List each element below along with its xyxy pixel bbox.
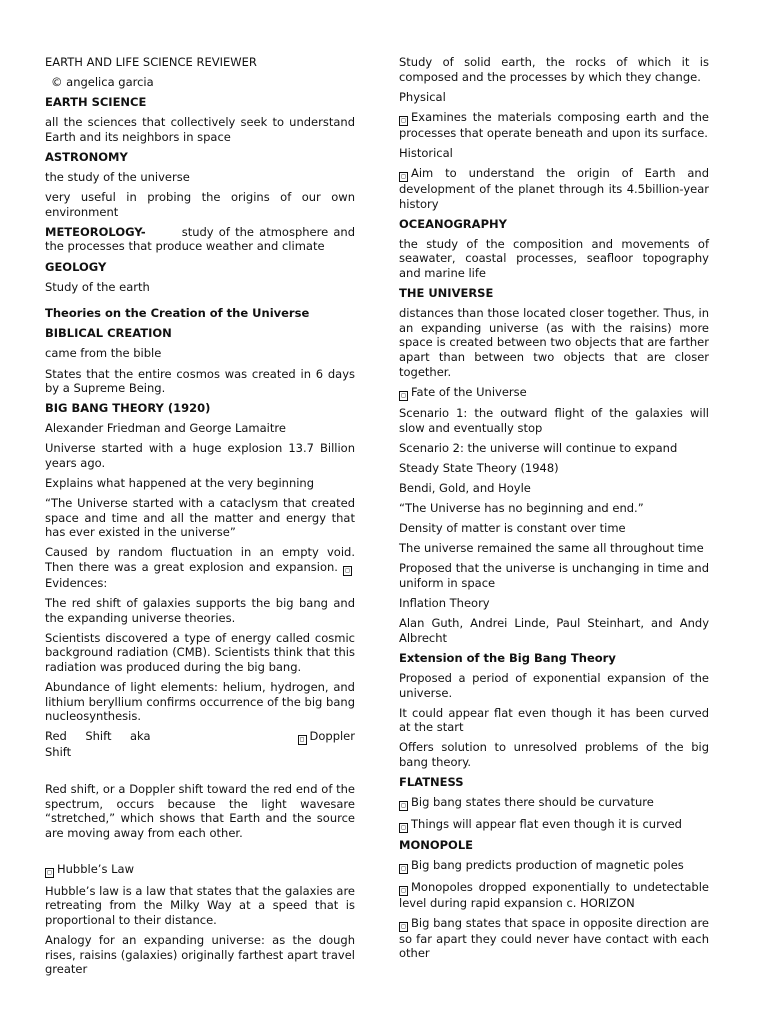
heading-big-bang: BIG BANG THEORY (1920) <box>45 401 211 416</box>
heading-biblical-creation: BIBLICAL CREATION <box>45 326 172 341</box>
heading-historical: Historical <box>399 145 453 160</box>
heading-theories: Theories on the Creation of the Universe <box>45 306 310 321</box>
red-shift-word-2: Shift <box>85 729 112 744</box>
big-bang-cause-text: Caused by random fluctuation in an empty void. Then there was a great explosion and expansion. <box>45 545 355 575</box>
checkbox-glyph-icon: ◻ <box>399 886 408 896</box>
checkbox-glyph-icon: ◻ <box>298 735 307 745</box>
monopole-2-text: Monopoles dropped exponentially to undetectable level during rapid expansion c. HORIZON <box>399 879 709 910</box>
monopole-1 <box>399 858 709 874</box>
red-shift-explanation: Red shift, or a Doppler shift toward the red end of the spectrum, occurs because the light wavesare “stretched,” which shows that Earth and the source are moving away from each other. <box>45 781 355 840</box>
checkbox-glyph-icon: ◻ <box>45 868 54 878</box>
historical-text-body: Aim to understand the origin of Earth and development of the planet through its 4.5billion-year history <box>399 165 709 211</box>
flatness-2 <box>399 817 709 833</box>
expanding-analogy: Analogy for an expanding universe: as the dough rises, raisins (galaxies) originally farthest apart travel greater <box>45 933 355 977</box>
solid-earth-text: Study of solid earth, the rocks of which it is composed and the processes by which they change. <box>399 55 709 84</box>
steady-authors: Bendi, Gold, and Hoyle <box>399 480 531 495</box>
heading-oceanography: OCEANOGRAPHY <box>399 216 507 231</box>
heading-geology: GEOLOGY <box>45 259 107 274</box>
red-shift-line <box>45 729 355 745</box>
historical-text <box>399 166 709 211</box>
heading-inflation: Inflation Theory <box>399 596 490 611</box>
heading-extension: Extension of the Big Bang Theory <box>399 650 616 665</box>
monopole-1-text: Big bang predicts production of magnetic poles <box>411 858 684 873</box>
red-shift-shift-word: Shift <box>45 745 72 760</box>
monopole-2 <box>399 880 709 911</box>
horizon-text-body: Big bang states that space in opposite direction are so far apart they could never have contact with each other <box>399 915 709 961</box>
physical-text <box>399 110 709 141</box>
physical-text-body: Examines the materials composing earth and the processes that operate beneath and upon its surface. <box>399 109 709 140</box>
document-title: EARTH AND LIFE SCIENCE REVIEWER <box>45 55 257 69</box>
big-bang-explains: Explains what happened at the very beginning <box>45 476 315 491</box>
evidence-red-shift: The red shift of galaxies supports the big bang and the expanding universe theories. <box>45 596 355 625</box>
earth-science-definition: all the sciences that collectively seek to understand Earth and its neighbors in space <box>45 115 355 144</box>
inflation-authors: Alan Guth, Andrei Linde, Paul Steinhart, and Andy Albrecht <box>399 616 709 645</box>
hubble-definition: Hubble’s law is a law that states that the galaxies are retreating from the Milky Way at a speed that is proportional to their distance. <box>45 883 355 928</box>
biblical-origin: came from the bible <box>45 346 162 361</box>
checkbox-glyph-icon: ◻ <box>399 391 408 401</box>
heading-monopole: MONOPOLE <box>399 838 474 853</box>
heading-physical: Physical <box>399 89 446 104</box>
meteorology-term: METEOROLOGY- <box>45 224 146 239</box>
left-column <box>45 55 355 982</box>
fate-heading-text: Fate of the Universe <box>411 384 527 399</box>
author-line: © angelica garcia <box>51 75 154 90</box>
checkbox-glyph-icon: ◻ <box>399 801 408 811</box>
extension-flat: It could appear flat even though it has been curved at the start <box>399 705 709 735</box>
evidence-cmb: Scientists discovered a type of energy called cosmic background radiation (CMB). Scientists think that this radiation was produced during the big bang. <box>45 630 355 674</box>
heading-fate <box>399 385 709 401</box>
heading-the-universe: THE UNIVERSE <box>399 286 494 301</box>
flatness-1-text: Big bang states there should be curvature <box>411 795 654 810</box>
checkbox-glyph-icon: ◻ <box>399 172 408 182</box>
big-bang-authors: Alexander Friedman and George Lamaitre <box>45 421 286 436</box>
right-column <box>399 55 709 966</box>
heading-earth-science: EARTH SCIENCE <box>45 95 147 110</box>
doppler-label <box>298 729 356 745</box>
big-bang-cause <box>45 545 355 590</box>
flatness-1 <box>399 795 709 811</box>
red-shift-word-1: Red <box>45 729 67 744</box>
checkbox-glyph-icon: ◻ <box>343 566 352 576</box>
steady-same: The universe remained the same all throughout time <box>399 541 704 556</box>
red-shift-word-3: aka <box>129 729 151 744</box>
heading-astronomy: ASTRONOMY <box>45 149 128 164</box>
universe-text: distances than those located closer together. Thus, in an expanding universe (as with the raisins) more space is created between two objects that are farther apart than between two objects that are closer together. <box>399 306 709 379</box>
hubble-heading-text: Hubble’s Law <box>57 862 134 877</box>
doppler-word: Doppler <box>309 729 355 744</box>
heading-steady-state: Steady State Theory (1948) <box>399 460 559 475</box>
flatness-2-text: Things will appear flat even though it is curved <box>411 816 682 831</box>
oceanography-text: the study of the composition and movements of seawater, coastal processes, seafloor topography and marine life <box>399 236 709 280</box>
scenario-2: Scenario 2: the universe will continue to expand <box>399 440 678 455</box>
steady-proposed: Proposed that the universe is unchanging in time and uniform in space <box>399 561 709 590</box>
checkbox-glyph-icon: ◻ <box>399 116 408 126</box>
hubble-heading <box>45 862 355 878</box>
checkbox-glyph-icon: ◻ <box>399 864 408 874</box>
big-bang-start: Universe started with a huge explosion 13.7 Billion years ago. <box>45 441 355 470</box>
steady-density: Density of matter is constant over time <box>399 521 626 536</box>
checkbox-glyph-icon: ◻ <box>399 922 408 932</box>
geology-definition: Study of the earth <box>45 279 150 294</box>
heading-flatness: FLATNESS <box>399 774 464 789</box>
extension-proposed: Proposed a period of exponential expansion of the universe. <box>399 670 709 700</box>
meteorology-paragraph <box>45 225 355 254</box>
extension-solution: Offers solution to unresolved problems of the big bang theory. <box>399 740 709 769</box>
horizon-text <box>399 916 709 961</box>
astronomy-definition: the study of the universe <box>45 170 190 185</box>
evidences-label: Evidences: <box>45 576 108 591</box>
meteorology-definition: study of the atmosphere and the processes that produce weather and climate <box>45 224 355 254</box>
checkbox-glyph-icon: ◻ <box>399 823 408 833</box>
big-bang-quote: “The Universe started with a cataclysm that created space and time and all the matter and energy that has ever existed in the universe” <box>45 496 355 540</box>
steady-quote: “The Universe has no beginning and end.” <box>399 501 644 516</box>
astronomy-note: very useful in probing the origins of our own environment <box>45 190 355 219</box>
scenario-1: Scenario 1: the outward flight of the galaxies will slow and eventually stop <box>399 406 709 435</box>
biblical-statement: States that the entire cosmos was created in 6 days by a Supreme Being. <box>45 366 355 396</box>
evidence-light-elements: Abundance of light elements: helium, hydrogen, and lithium beryllium confirms occurrence of the big bang nucleosynthesis. <box>45 680 355 724</box>
